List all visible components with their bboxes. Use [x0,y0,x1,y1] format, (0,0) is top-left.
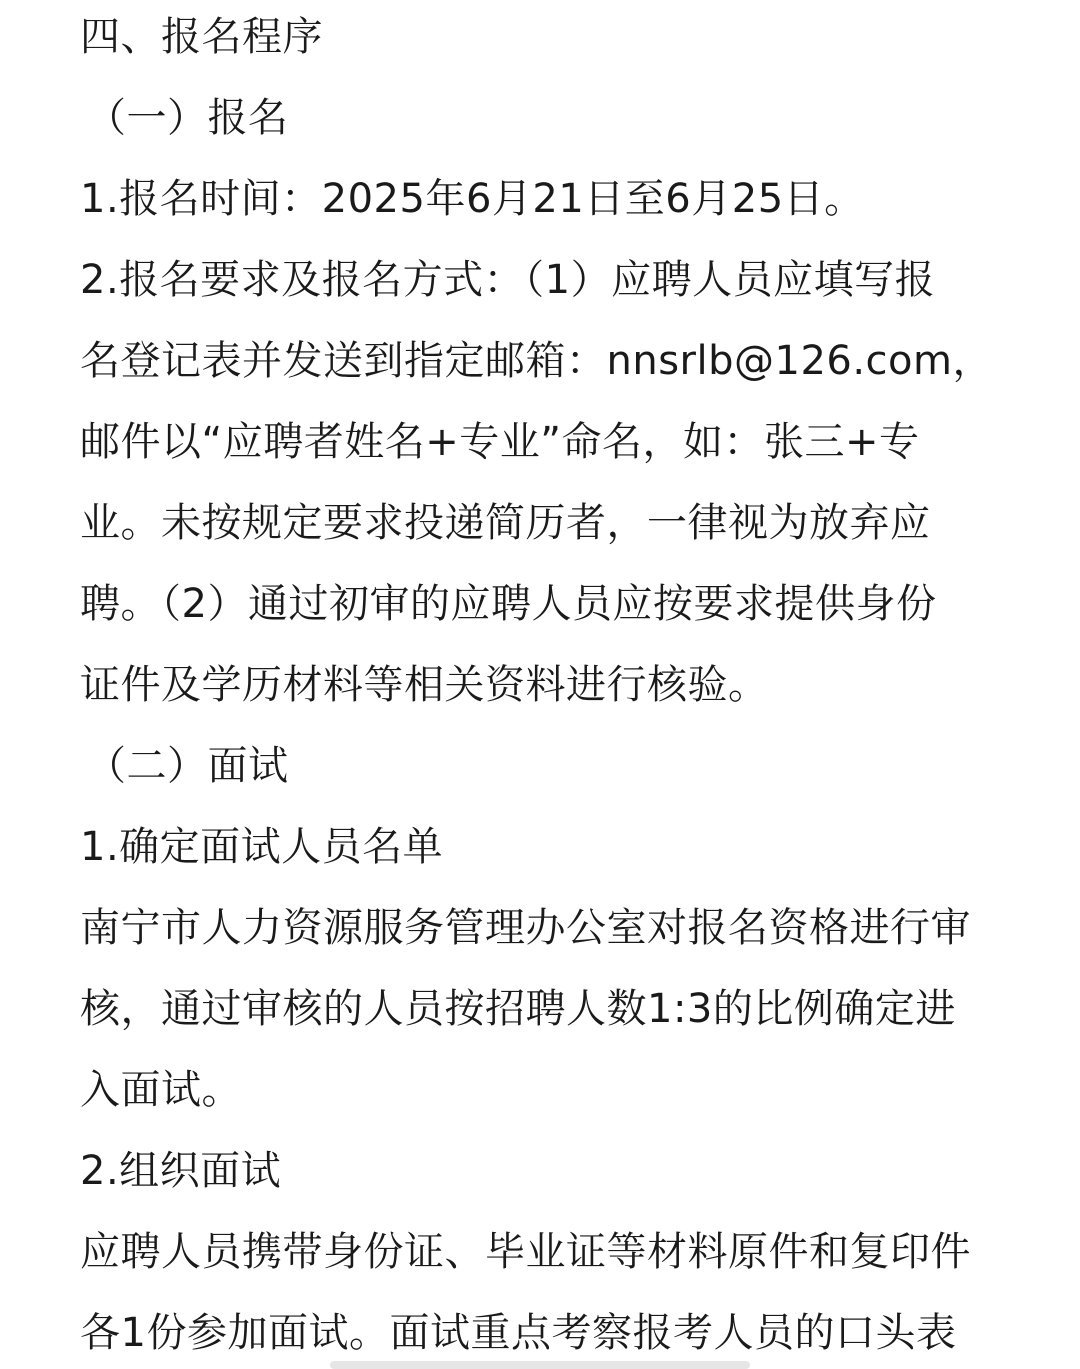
registration-method-line-2: 名登记表并发送到指定邮箱：nnsrlb@126.com， [80,338,993,384]
interview-list-line-3: 入面试。 [80,1067,242,1113]
organize-interview-heading: 2.组织面试 [80,1148,282,1194]
home-indicator-bar[interactable] [330,1361,750,1369]
registration-time-line: 1.报名时间：2025年6月21日至6月25日。 [80,176,865,222]
registration-method-line-4: 业。未按规定要求投递简历者，一律视为放弃应 [80,500,931,546]
registration-method-line-6: 证件及学历材料等相关资料进行核验。 [80,662,769,708]
section-heading: 四、报名程序 [80,14,323,60]
registration-method-line-1: 2.报名要求及报名方式：（1）应聘人员应填写报 [80,257,936,303]
registration-method-line-5: 聘。（2）通过初审的应聘人员应按要求提供身份 [80,581,937,627]
organize-interview-line-1: 应聘人员携带身份证、毕业证等材料原件和复印件 [80,1229,971,1275]
organize-interview-line-2: 各1份参加面试。面试重点考察报考人员的口头表 [80,1310,957,1356]
interview-list-heading: 1.确定面试人员名单 [80,824,444,870]
interview-list-line-1: 南宁市人力资源服务管理办公室对报名资格进行审 [80,905,971,951]
interview-list-line-2: 核，通过审核的人员按招聘人数1:3的比例确定进 [80,986,956,1032]
subsection-heading-registration: （一）报名 [86,95,289,141]
registration-method-line-3: 邮件以“应聘者姓名+专业”命名，如：张三+专 [80,419,920,465]
subsection-heading-interview: （二）面试 [86,743,289,789]
